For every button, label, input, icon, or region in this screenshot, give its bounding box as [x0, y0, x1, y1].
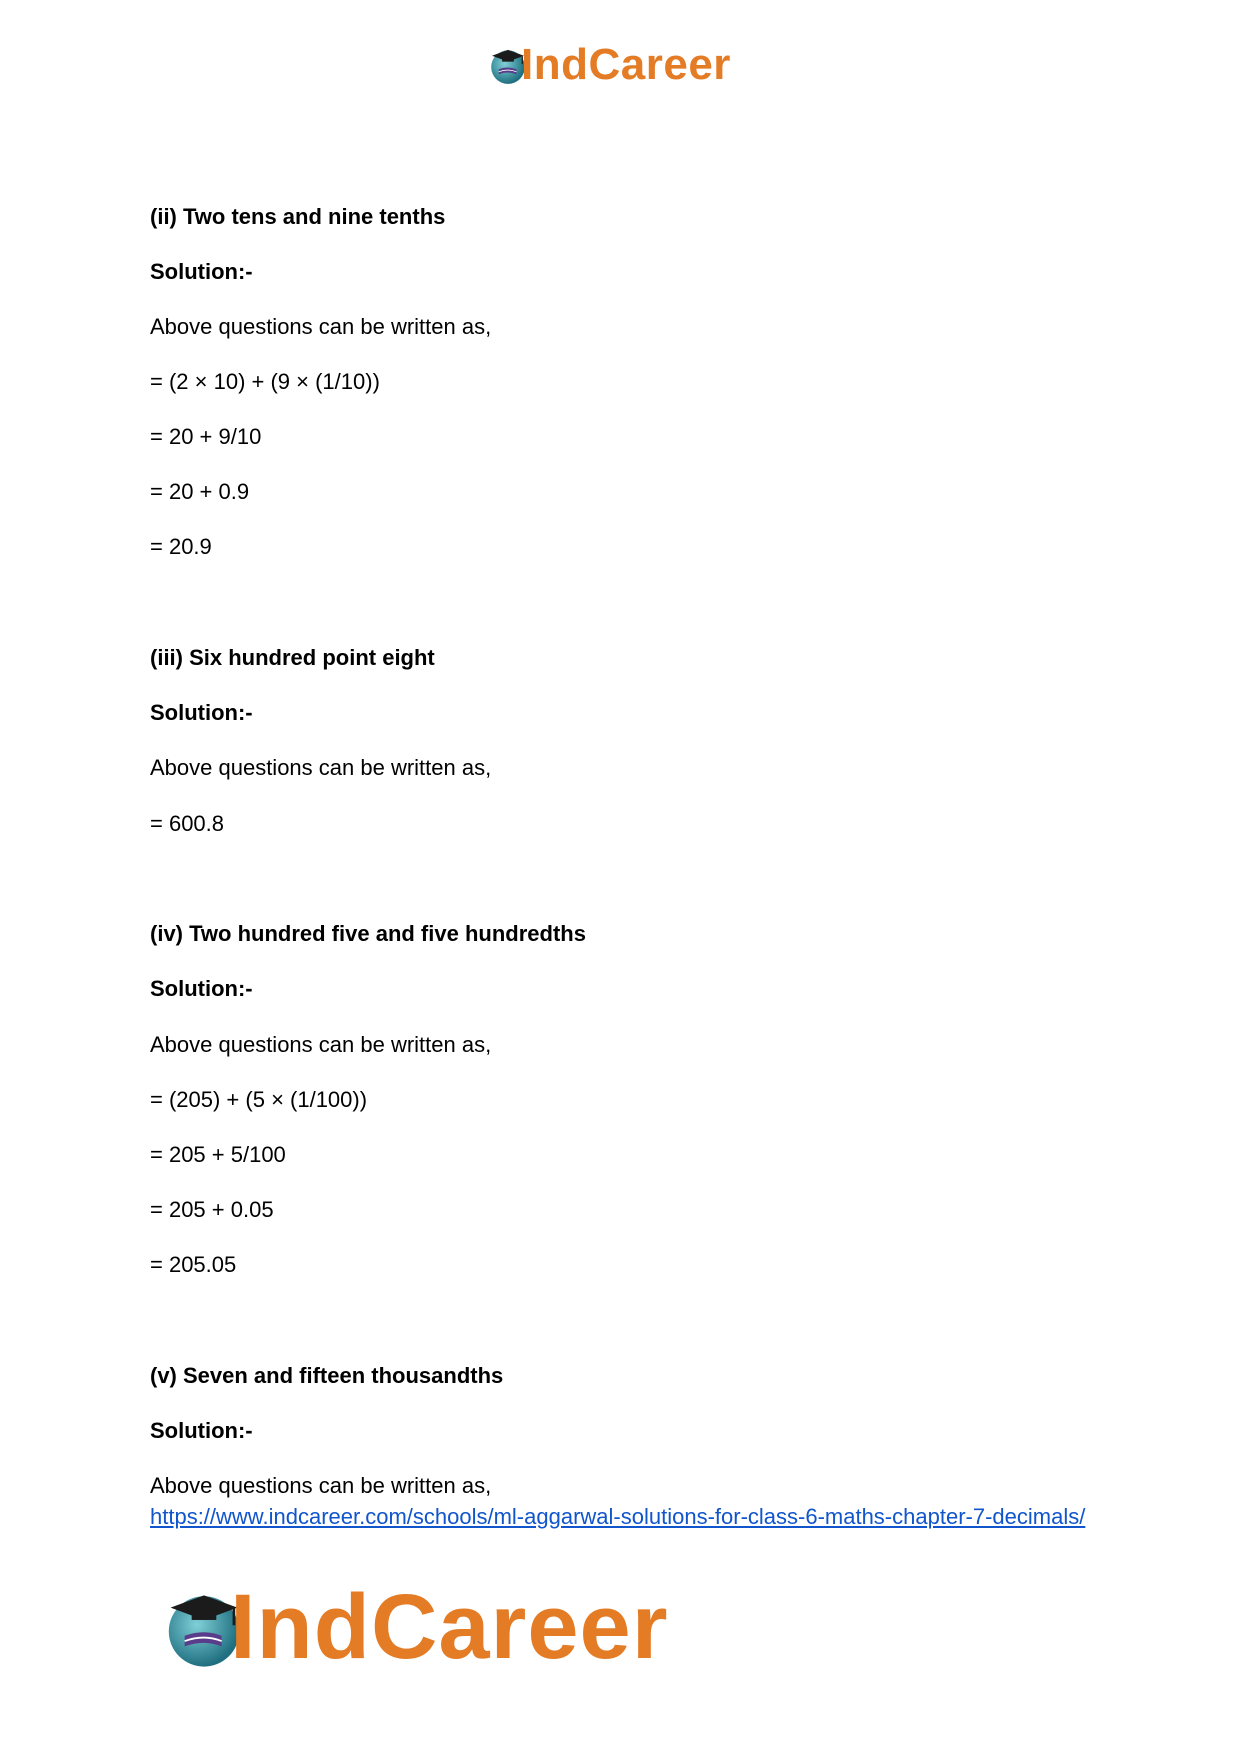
- solution-line: = 205 + 5/100: [150, 1142, 286, 1167]
- solution-line: = 205.05: [150, 1252, 237, 1277]
- solution-line: Above questions can be written as,: [150, 314, 492, 339]
- solution-line: Above questions can be written as,: [150, 755, 492, 780]
- solution-line: Above questions can be written as,: [150, 1473, 492, 1498]
- solution-line: = 205 + 0.05: [150, 1197, 274, 1222]
- question-heading: (ii) Two tens and nine tenths: [150, 204, 446, 229]
- header-logo: [487, 40, 731, 90]
- brand-name: IndCareer: [230, 1576, 669, 1678]
- solution-line: = (205) + (5 × (1/100)): [150, 1087, 368, 1112]
- brand-name: IndCareer: [521, 40, 731, 89]
- solution-line: Above questions can be written as,: [150, 1032, 492, 1057]
- solution-line: = 600.8: [150, 811, 225, 836]
- solution-label: Solution:-: [150, 259, 253, 284]
- source-link[interactable]: https://www.indcareer.com/schools/ml-aggarwal-solutions-for-class-6-maths-chapter-7-decimals/: [150, 1504, 1086, 1529]
- solution-line: = (2 × 10) + (9 × (1/10)): [150, 369, 380, 394]
- question-heading: (v) Seven and fifteen thousandths: [150, 1363, 504, 1388]
- footer-logo: [160, 1576, 669, 1678]
- solution-label: Solution:-: [150, 1418, 253, 1443]
- question-heading: (iv) Two hundred five and five hundredths: [150, 921, 586, 946]
- solution-line: = 20 + 0.9: [150, 479, 250, 504]
- solution-label: Solution:-: [150, 976, 253, 1001]
- solution-line: = 20.9: [150, 534, 212, 559]
- question-heading: (iii) Six hundred point eight: [150, 645, 435, 670]
- solution-line: = 20 + 9/10: [150, 424, 262, 449]
- solution-label: Solution:-: [150, 700, 253, 725]
